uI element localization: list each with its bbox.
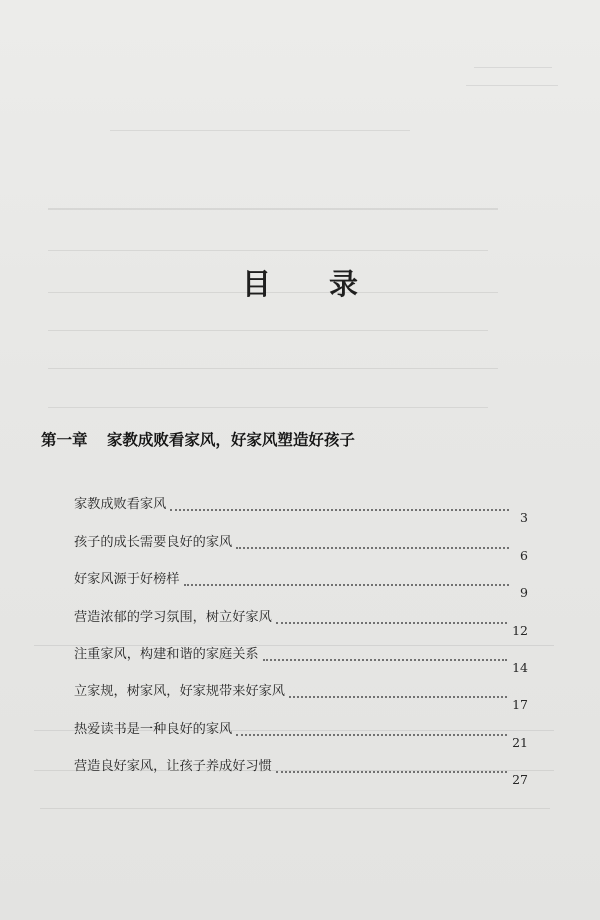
page-title: 目 录 bbox=[241, 267, 383, 301]
toc-entry-label: 营造良好家风，让孩子养成好习惯 bbox=[74, 759, 272, 775]
toc-entry bbox=[74, 702, 530, 750]
toc-leader bbox=[236, 547, 509, 549]
toc-leader bbox=[289, 696, 507, 698]
toc-entry-label: 好家风源于好榜样 bbox=[74, 572, 180, 588]
toc-leader bbox=[276, 771, 507, 773]
toc-entry-label: 营造浓郁的学习氛围，树立好家风 bbox=[74, 609, 272, 625]
toc-page-number: 14 bbox=[512, 659, 528, 675]
toc-page-number: 12 bbox=[512, 622, 528, 638]
toc-entry bbox=[74, 740, 530, 788]
toc-entry-label: 立家规，树家风，好家规带来好家风 bbox=[74, 684, 285, 700]
toc-page-number: 17 bbox=[512, 697, 528, 713]
toc-entry bbox=[74, 590, 530, 638]
toc-page-number: 6 bbox=[520, 547, 528, 563]
chapter-heading bbox=[41, 428, 355, 450]
toc-entry bbox=[74, 628, 530, 675]
toc-page-number: 9 bbox=[520, 585, 528, 601]
toc-list bbox=[74, 478, 530, 788]
toc-entry bbox=[74, 515, 530, 563]
toc-entry-label: 注重家风，构建和谐的家庭关系 bbox=[74, 646, 259, 662]
toc-leader bbox=[184, 584, 510, 586]
toc-page-number: 3 bbox=[520, 510, 528, 526]
chapter-title: 家教成败看家风，好家风塑造好孩子 bbox=[106, 431, 355, 449]
chapter-number: 第一章 bbox=[41, 431, 88, 449]
toc-entry-label: 家教成败看家风 bbox=[74, 497, 167, 513]
toc-page-number: 27 bbox=[512, 772, 528, 788]
toc-entry-label: 孩子的成长需要良好的家风 bbox=[74, 534, 233, 550]
toc-leader bbox=[236, 734, 507, 736]
toc-entry bbox=[74, 665, 530, 713]
toc-leader bbox=[170, 509, 509, 511]
toc-leader bbox=[263, 659, 507, 661]
toc-entry bbox=[74, 553, 530, 601]
toc-page-number: 21 bbox=[512, 734, 528, 750]
toc-leader bbox=[276, 622, 507, 624]
toc-entry-label: 热爱读书是一种良好的家风 bbox=[74, 721, 233, 737]
toc-entry bbox=[74, 478, 530, 526]
